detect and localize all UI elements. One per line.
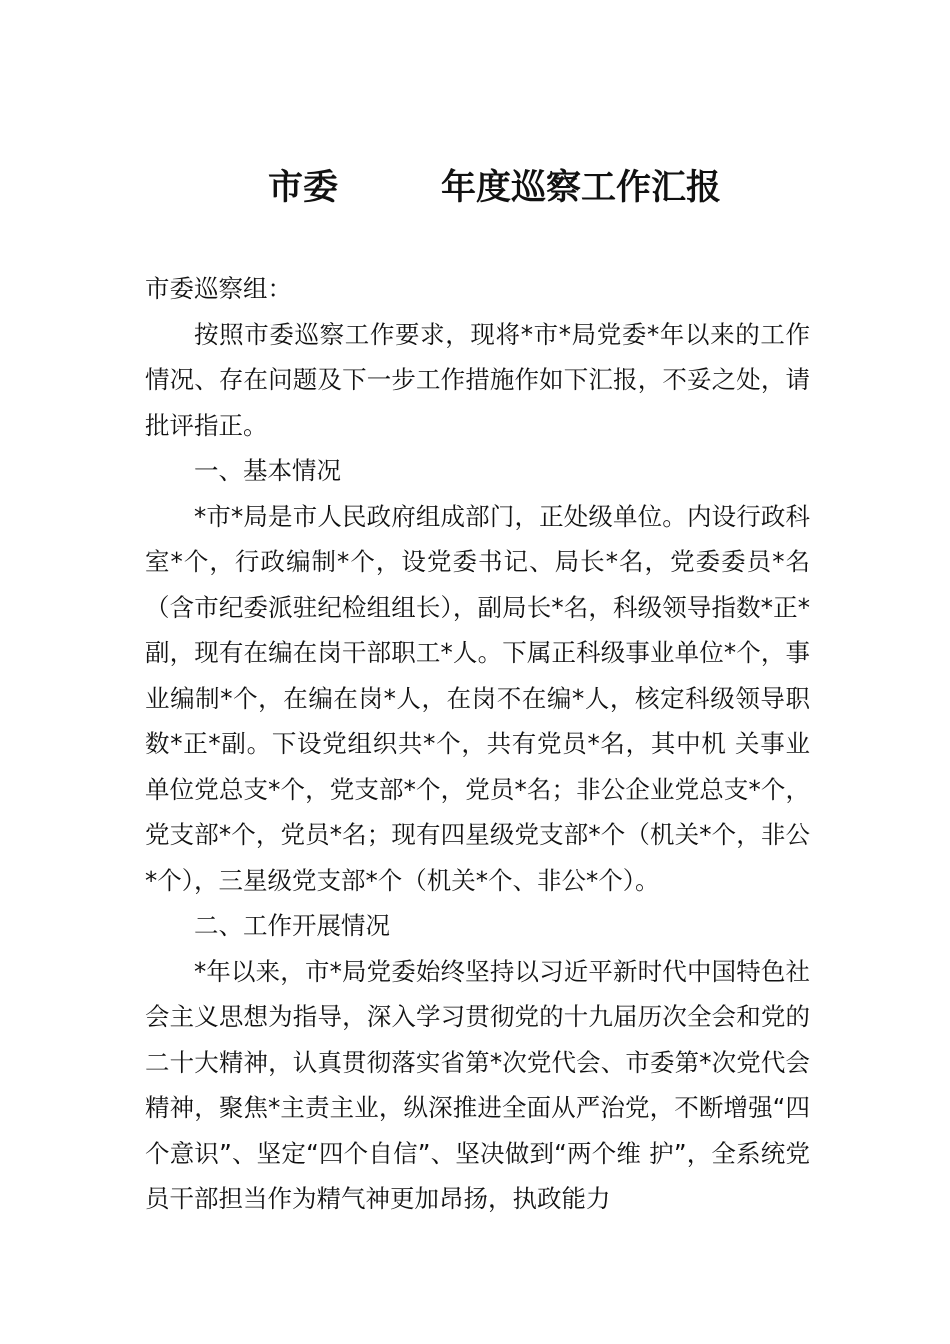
section-heading-work: 二、工作开展情况 <box>194 911 390 940</box>
intro-paragraph: 按照市委巡察工作要求，现将*市*局党委*年以来的工作情况、存在问题及下一步工作措施作如下汇报，不妥之处，请批评指正。 <box>145 319 810 440</box>
document-body <box>145 266 810 1222</box>
title-main: 年度巡察工作汇报 <box>441 167 722 208</box>
section-heading-basic: 一、基本情况 <box>194 456 341 485</box>
document-title <box>0 158 950 218</box>
salutation: 市委巡察组： <box>145 274 292 303</box>
basic-info-paragraph: *市*局是市人民政府组成部门，正处级单位。内设行政科室*个，行政编制*个，设党委书记、局长*名，党委委员*名（含市纪委派驻纪检组组长），副局长*名，科级领导指数*正*副，现有在编在岗干部职工*人。下属正科级事业单位*个，事业编制*个，在编在岗*人，在岗不在编*人，核定科级领导职数*正*副。下设党组织共*个，共有党员*名，其中机 关事业单位党总支*个，党支部*个，党员*名；非公企业党总支*个，党支部*个，党员*名；现有四星级党支部*个（机关*个，非公*个），三星级党支部*个（机关*个、非公*个）。 <box>145 501 810 895</box>
title-prefix: 市委 <box>268 167 339 208</box>
work-paragraph: *年以来，市*局党委始终坚持以习近平新时代中国特色社会主义思想为指导，深入学习贯彻党的十九届历次全会和党的二十大精神，认真贯彻落实省第*次党代会、市委第*次党代会精神，聚焦*主责主业，纵深推进全面从严治党，不断增强“四个意识”、坚定“四个自信”、坚决做到“两个维 护”，全系统党员干部担当作为精气神更加昂扬，执政能力 <box>145 956 810 1213</box>
